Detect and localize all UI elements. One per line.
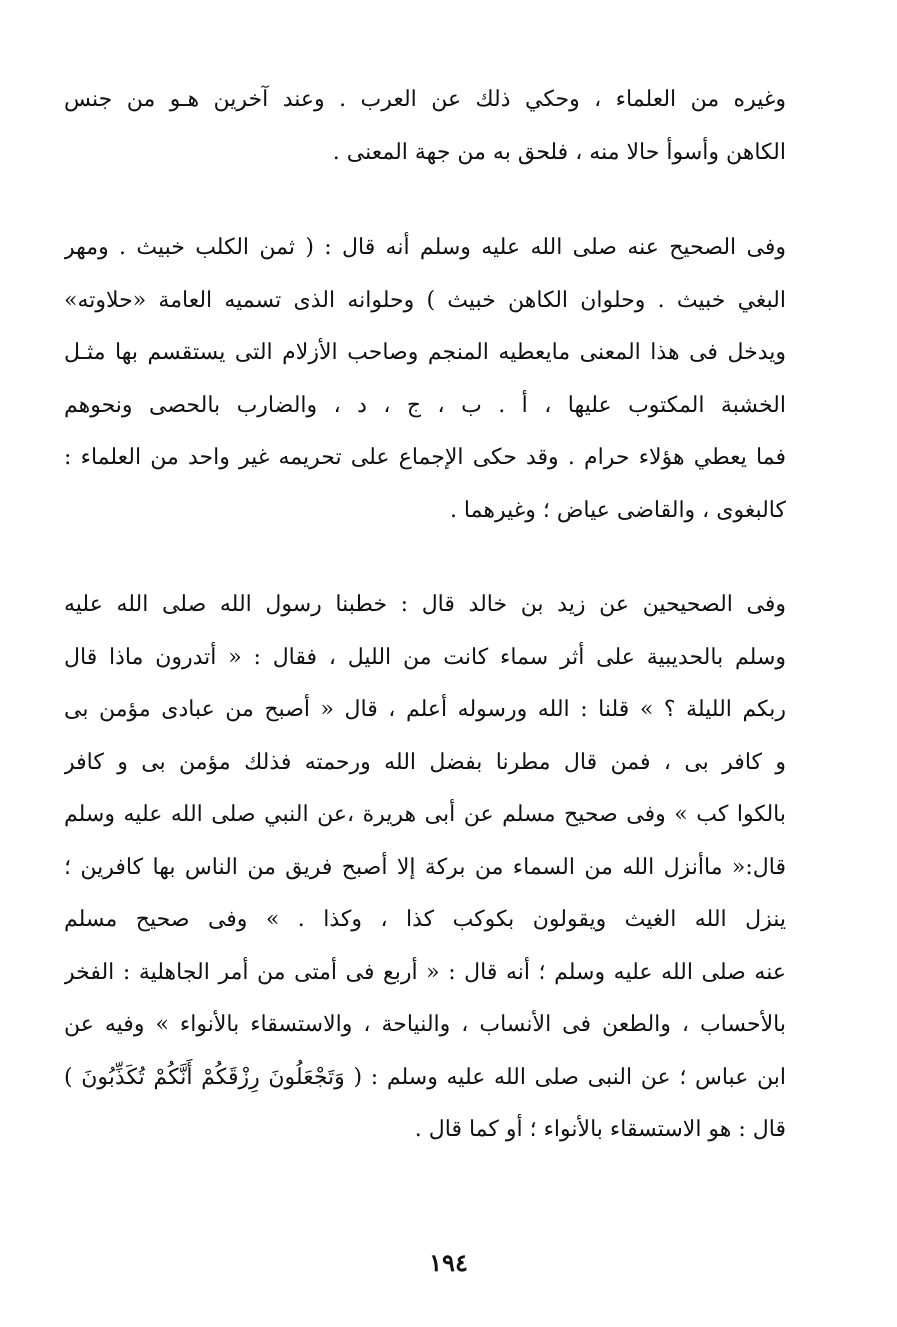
text-line: عنه صلى الله عليه وسلم ؛ أنه قال : « أربع فى أمتى من أمر الجاهلية : الفخر [64,959,786,985]
paragraph-gap [64,537,786,579]
text-line: بالأحساب ، والطعن فى الأنساب ، والنياحة ، والاستسقاء بالأنواء » وفيه عن [64,1012,786,1037]
text-line: الخشبة المكتوب عليها ، أ . ب ، ج ، د ، والضارب بالحصى ونحوهم [64,392,786,418]
text-line: ينزل الله الغيث ويقولون بكوكب كذا ، وكذا . » وفى صحيح مسلم [64,907,786,932]
text-line: قال : هو الاستسقاء بالأنواء ؛ أو كما قال . [414,1117,786,1142]
text-line: كالبغوى ، والقاضى عياض ؛ وغيرهما . [449,497,786,523]
text-line: و كافر بى ، فمن قال مطرنا بفضل الله ورحمته فذلك مؤمن بى و كافر [64,749,786,775]
paragraph-1 [64,74,786,179]
text-line: بالكوا كب » وفى صحيح مسلم عن أبى هريرة ،عن النبي صلى الله عليه وسلم [64,802,786,827]
text-line: وفى الصحيح عنه صلى الله عليه وسلم أنه قال : ( ثمن الكلب خبيث . ومهر [64,235,786,260]
paragraph-2 [64,222,786,537]
text-line: قال:« ماأنزل الله من السماء من بركة إلا أصبح فريق من الناس بها كافرين ؛ [64,854,786,880]
text-line: ربكم الليلة ؟ » قلنا : الله ورسوله أعلم ، قال « أصبح من عبادى مؤمن بى [64,697,786,722]
text-line: وغيره من العلماء ، وحكي ذلك عن العرب . وعند آخرين هـو من جنس [64,87,786,112]
text-line: وسلم بالحديبية على أثر سماء كانت من الليل ، فقال : « أتدرون ماذا قال [64,644,786,670]
text-line: الكاهن وأسوأ حالا منه ، فلحق به من جهة المعنى . [332,139,786,165]
paragraph-gap [64,179,786,222]
text-line: ويدخل فى هذا المعنى مايعطيه المنجم وصاحب الأزلام التى يستقسم بها مثـل [64,340,786,365]
text-line: وفى الصحيحين عن زيد بن خالد قال : خطبنا رسول الله صلى الله عليه [64,592,786,617]
page-number: ١٩٤ [429,1248,468,1277]
text-line: فما يعطي هؤلاء حرام . وقد حكى الإجماع على تحريمه غير واحد من العلماء : [64,445,786,470]
page-body [64,74,786,1157]
paragraph-3 [64,579,786,1157]
text-line: ابن عباس ؛ عن النبى صلى الله عليه وسلم : ( وَتَجْعَلُونَ رِزْقَكُمْ أَنَّكُمْ تُكَذِّبُونَ ) [64,1064,786,1090]
text-line: البغي خبيث . وحلوان الكاهن خبيث ) وحلوانه الذى تسميه العامة «حلاوته» [64,287,786,313]
